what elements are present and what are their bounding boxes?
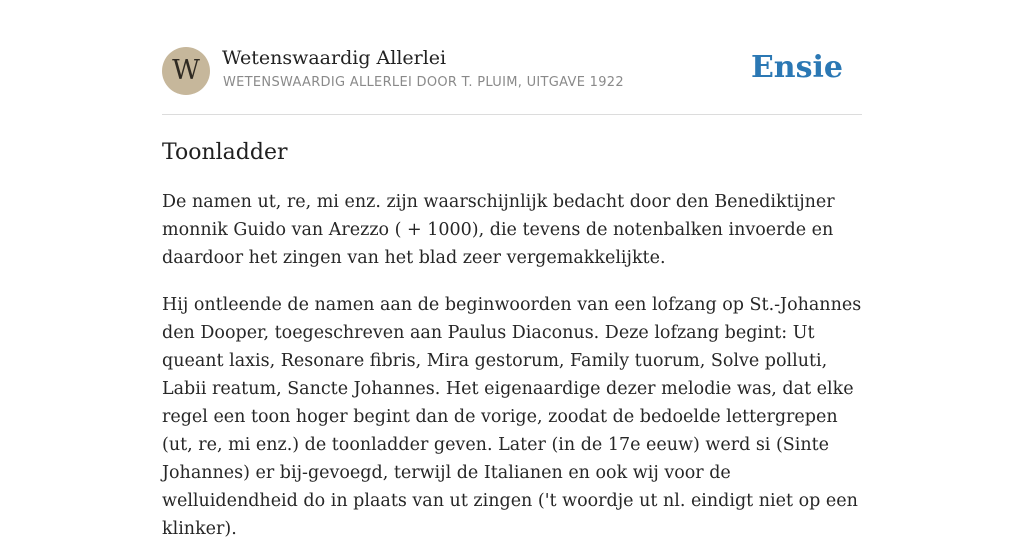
source-name[interactable]: Wetenswaardig Allerlei <box>222 47 447 69</box>
ensie-logo-link[interactable]: Ensie <box>750 50 843 85</box>
article <box>162 138 862 543</box>
article-paragraph: Hij ontleende de namen aan de beginwoorden van een lofzang op St.-Johannes den Dooper, toegeschreven aan Paulus Diaconus. Deze lofzang begint: Ut queant laxis, Resonare fibris, Mira gestorum, Family tuorum, Solve polluti, Labii reatum, Sancte Johannes. Het eigenaardige dezer melodie was, dat elke regel een toon hoger begint dan de vorige, zoodat de bedoelde lettergrepen (ut, re, mi enz.) de toonladder geven. Later (in de 17e eeuw) werd si (Sinte Johannes) er bij-gevoegd, terwijl de Italianen en ook wij voor de welluidendheid do in plaats van ut zingen ('t woordje ut nl. eindigt niet op een klinker). <box>162 295 862 539</box>
source-subtitle: WETENSWAARDIG ALLERLEI DOOR T. PLUIM, UITGAVE 1922 <box>223 75 624 90</box>
article-paragraph: De namen ut, re, mi enz. zijn waarschijnlijk bedacht door den Benediktijner monnik Guido van Arezzo ( + 1000), die tevens de notenbalken invoerde en daardoor het zingen van het blad zeer vergemakkelijkte. <box>162 192 835 268</box>
source-header <box>162 44 862 115</box>
article-title: Toonladder <box>162 140 288 165</box>
source-avatar[interactable]: W <box>162 47 210 95</box>
